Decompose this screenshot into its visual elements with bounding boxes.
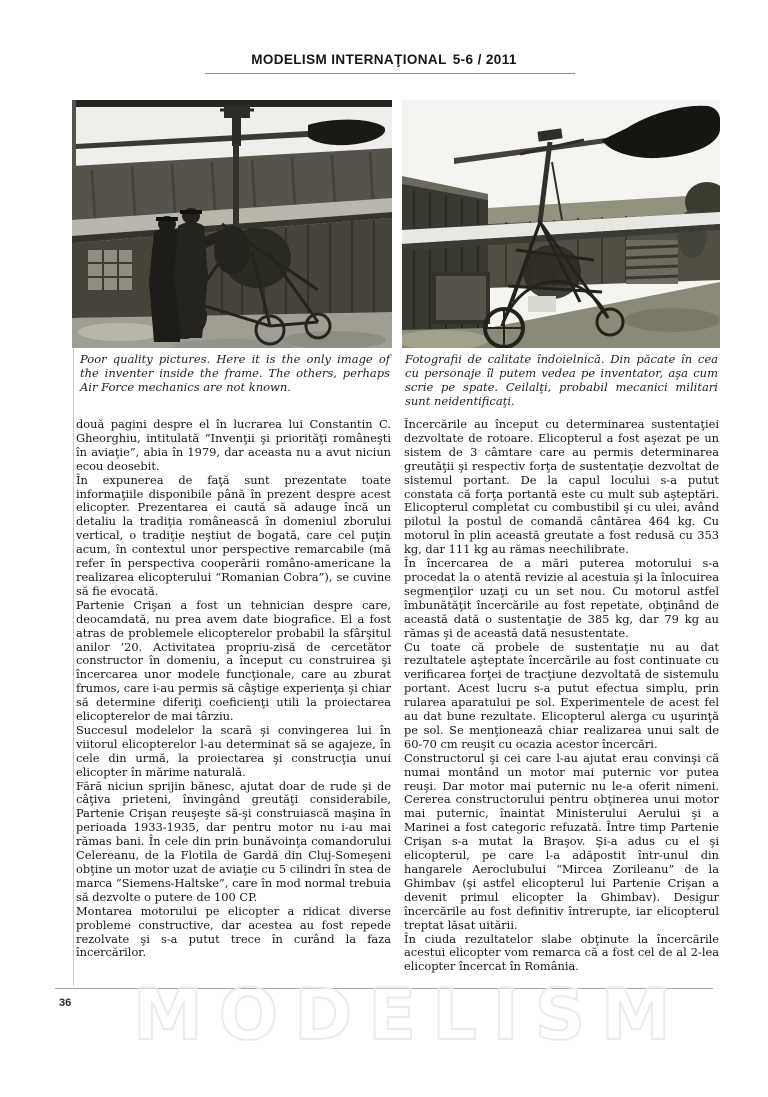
- paragraph: Cu toate că probele de sustentaţie nu au dat rezultatele aşteptate încercările au fost continuate cu verificarea forţei de tracţiune dezvoltată de sistemulu portant. Acest lucru s-a putut efectua simplu, prin rularea aparatului pe sol. Experimentele de acest fel au dat bune rezultate. Elicopterul alerga cu uşurinţă pe sol. Se menţionează chiar realizarea unui salt de 60-70 cm reuşit cu ocazia acestor încercări.: [404, 639, 719, 751]
- paragraph: două pagini despre el în lucrarea lui Constantin C. Gheorghiu, intitulată “Invenţii şi priorităţi româneşti în aviaţie”, abia în 1979, dar aceasta nu a avut niciun ecou deosebit.: [76, 418, 391, 473]
- ground: [72, 312, 392, 348]
- paragraph: În ciuda rezultatelor slabe obţinute la încercările acestui elicopter vom remarca că a fost cel de al 2-lea elicopter încercat în România.: [404, 931, 719, 974]
- paragraph: Încercările au început cu determinarea sustentaţiei dezvoltate de rotoare. Elicopterul a fost aşezat pe un sistem de 3 câmtare care au permis determinarea greutăţii şi respectiv forţa de sustentaţie dezvoltat de sistemul portant. De la capul locului s-a putut constata că forţa portantă este cu mult sub aşteptări. Elicopterul completat cu combustibil şi cu ulei, având pilotul la postul de comandă cântărea 464 kg. Cu motorul în plin această greutate a fost redusă cu 353 kg, dar 111 kg au rămas neechilibrate.: [404, 418, 719, 557]
- photo-caption-right: Fotografii de calitate îndoielnică. Din păcate în cea cu personaje îl putem vedea pe inventator, aşa cum scrie pe spate. Ceilalţi, probabil mecanici militari sunt neidentificaţi.: [405, 352, 718, 408]
- issue-number: 5-6 / 2011: [452, 52, 517, 67]
- page-number: 36: [59, 997, 72, 1009]
- helicopter-photo-left: [72, 100, 392, 348]
- paragraph: Fără niciun sprijin bănesc, ajutat doar de rude şi de câţiva prieteni, învingând greutăţi considerabile, Partenie Crişan reuşeşte să-şi construiască maşina în perioada 1933-1935, dar pentru motor nu i-au mai rămas bani. În cele din prin bunăvoinţa comandorului Celereanu, de la Flotila de Gardă din Cluj-Someşeni obţine un motor uzat de aviaţie cu 5 cilindri în stea de marca “Siemens-Haltske”, care în mod normal trebuia să dezvolte o putere de 100 CP.: [76, 778, 391, 904]
- helicopter-photo-right: [402, 100, 720, 348]
- article-column-right: [404, 418, 719, 984]
- helicopter-photo-right-art: [402, 100, 720, 348]
- article-column-left: [76, 418, 391, 984]
- photo-caption-left: Poor quality pictures. Here it is the only image of the inventer inside the frame. The others, perhaps Air Force mechanics are not known.: [80, 352, 390, 394]
- paragraph: Succesul modelelor la scară şi convingerea lui în viitorul elicopterelor l-au determinat să se agajeze, în cele din urmă, la proiectarea şi construcţia unui elicopter în mărime naturală.: [76, 722, 391, 779]
- paragraph: În încercarea de a mări puterea motorului s-a procedat la o atentă revizie al acestuia şi la înlocuirea segmenţilor uzaţi cu un set nou. Cu motorul astfel îmbunătăţit încercările au fost repetate, obţinând de această dată o sustentaţie de 385 kg, dar 79 kg au rămas şi de această dată nesustentate.: [404, 556, 719, 640]
- photo-top-edge: [72, 100, 392, 107]
- helicopter-photo-left-art: [72, 100, 392, 348]
- paragraph: Constructorul şi cei care l-au ajutat erau convinşi că numai montând un motor mai puternic vor putea reuşi. Dar motor mai puternic nu le-a oferit nimeni. Cererea constructorului pentru obţinerea unui motor mai puternic, înaintat Ministerului Aerului şi a Marinei a fost categoric refuzată. Între timp Partenie Crişan s-a mutat la Braşov. Şi-a adus cu el şi elicopterul, pe care l-a adăpostit într-unul din hangarele Aeroclubului “Mircea Zorileanu” de la Ghimbav (şi astfel elicopterul lui Partenie Crişan a devenit primul elicopter la Ghimbav). Desigur încercările au fost definitiv întrerupte, iar elicopterul treptat lăsat uitării.: [404, 750, 719, 932]
- paragraph: Partenie Crişan a fost un tehnician despre care, deocamdată, nu prea avem date biografice. El a fost atras de problemele elicopterelor probabil la sfârşitul anilor ’20. Activitatea propriu-zisă de cercetător constructor în domeniu, a început cu construirea şi încercarea unor modele funcţionale, care au zburat frumos, care i-au permis să câştige experienţa şi chiar să determine diferiţi coeficienţi utili la proiectarea elicopterelor de mai târziu.: [76, 597, 391, 724]
- paragraph: Montarea motorului pe elicopter a ridicat diverse probleme constructive, dar acestea au fost repede rezolvate şi s-a putut trece în curând la faza încercărilor.: [76, 903, 391, 960]
- magazine-title: MODELISM INTERNAŢIONAL: [251, 52, 447, 67]
- modelism-watermark: MODELISM: [133, 974, 687, 1056]
- header-rule: [205, 73, 575, 74]
- page-header: [0, 52, 768, 67]
- paragraph: În expunerea de faţă sunt prezentate toate informaţiile disponibile până în prezent despre acest elicopter. Prezentarea ei caută să adauge încă un detaliu la tradiţia românească în domeniul zborului vertical, o tradiţie neştiut de bogată, care cel puţin acum, în contextul unor perspective remarcabile (mă refer în perspectiva cooperării româno-americane la realizarea elicopterului “Romanian Cobra”), se cuvine să fie evocată.: [76, 472, 391, 598]
